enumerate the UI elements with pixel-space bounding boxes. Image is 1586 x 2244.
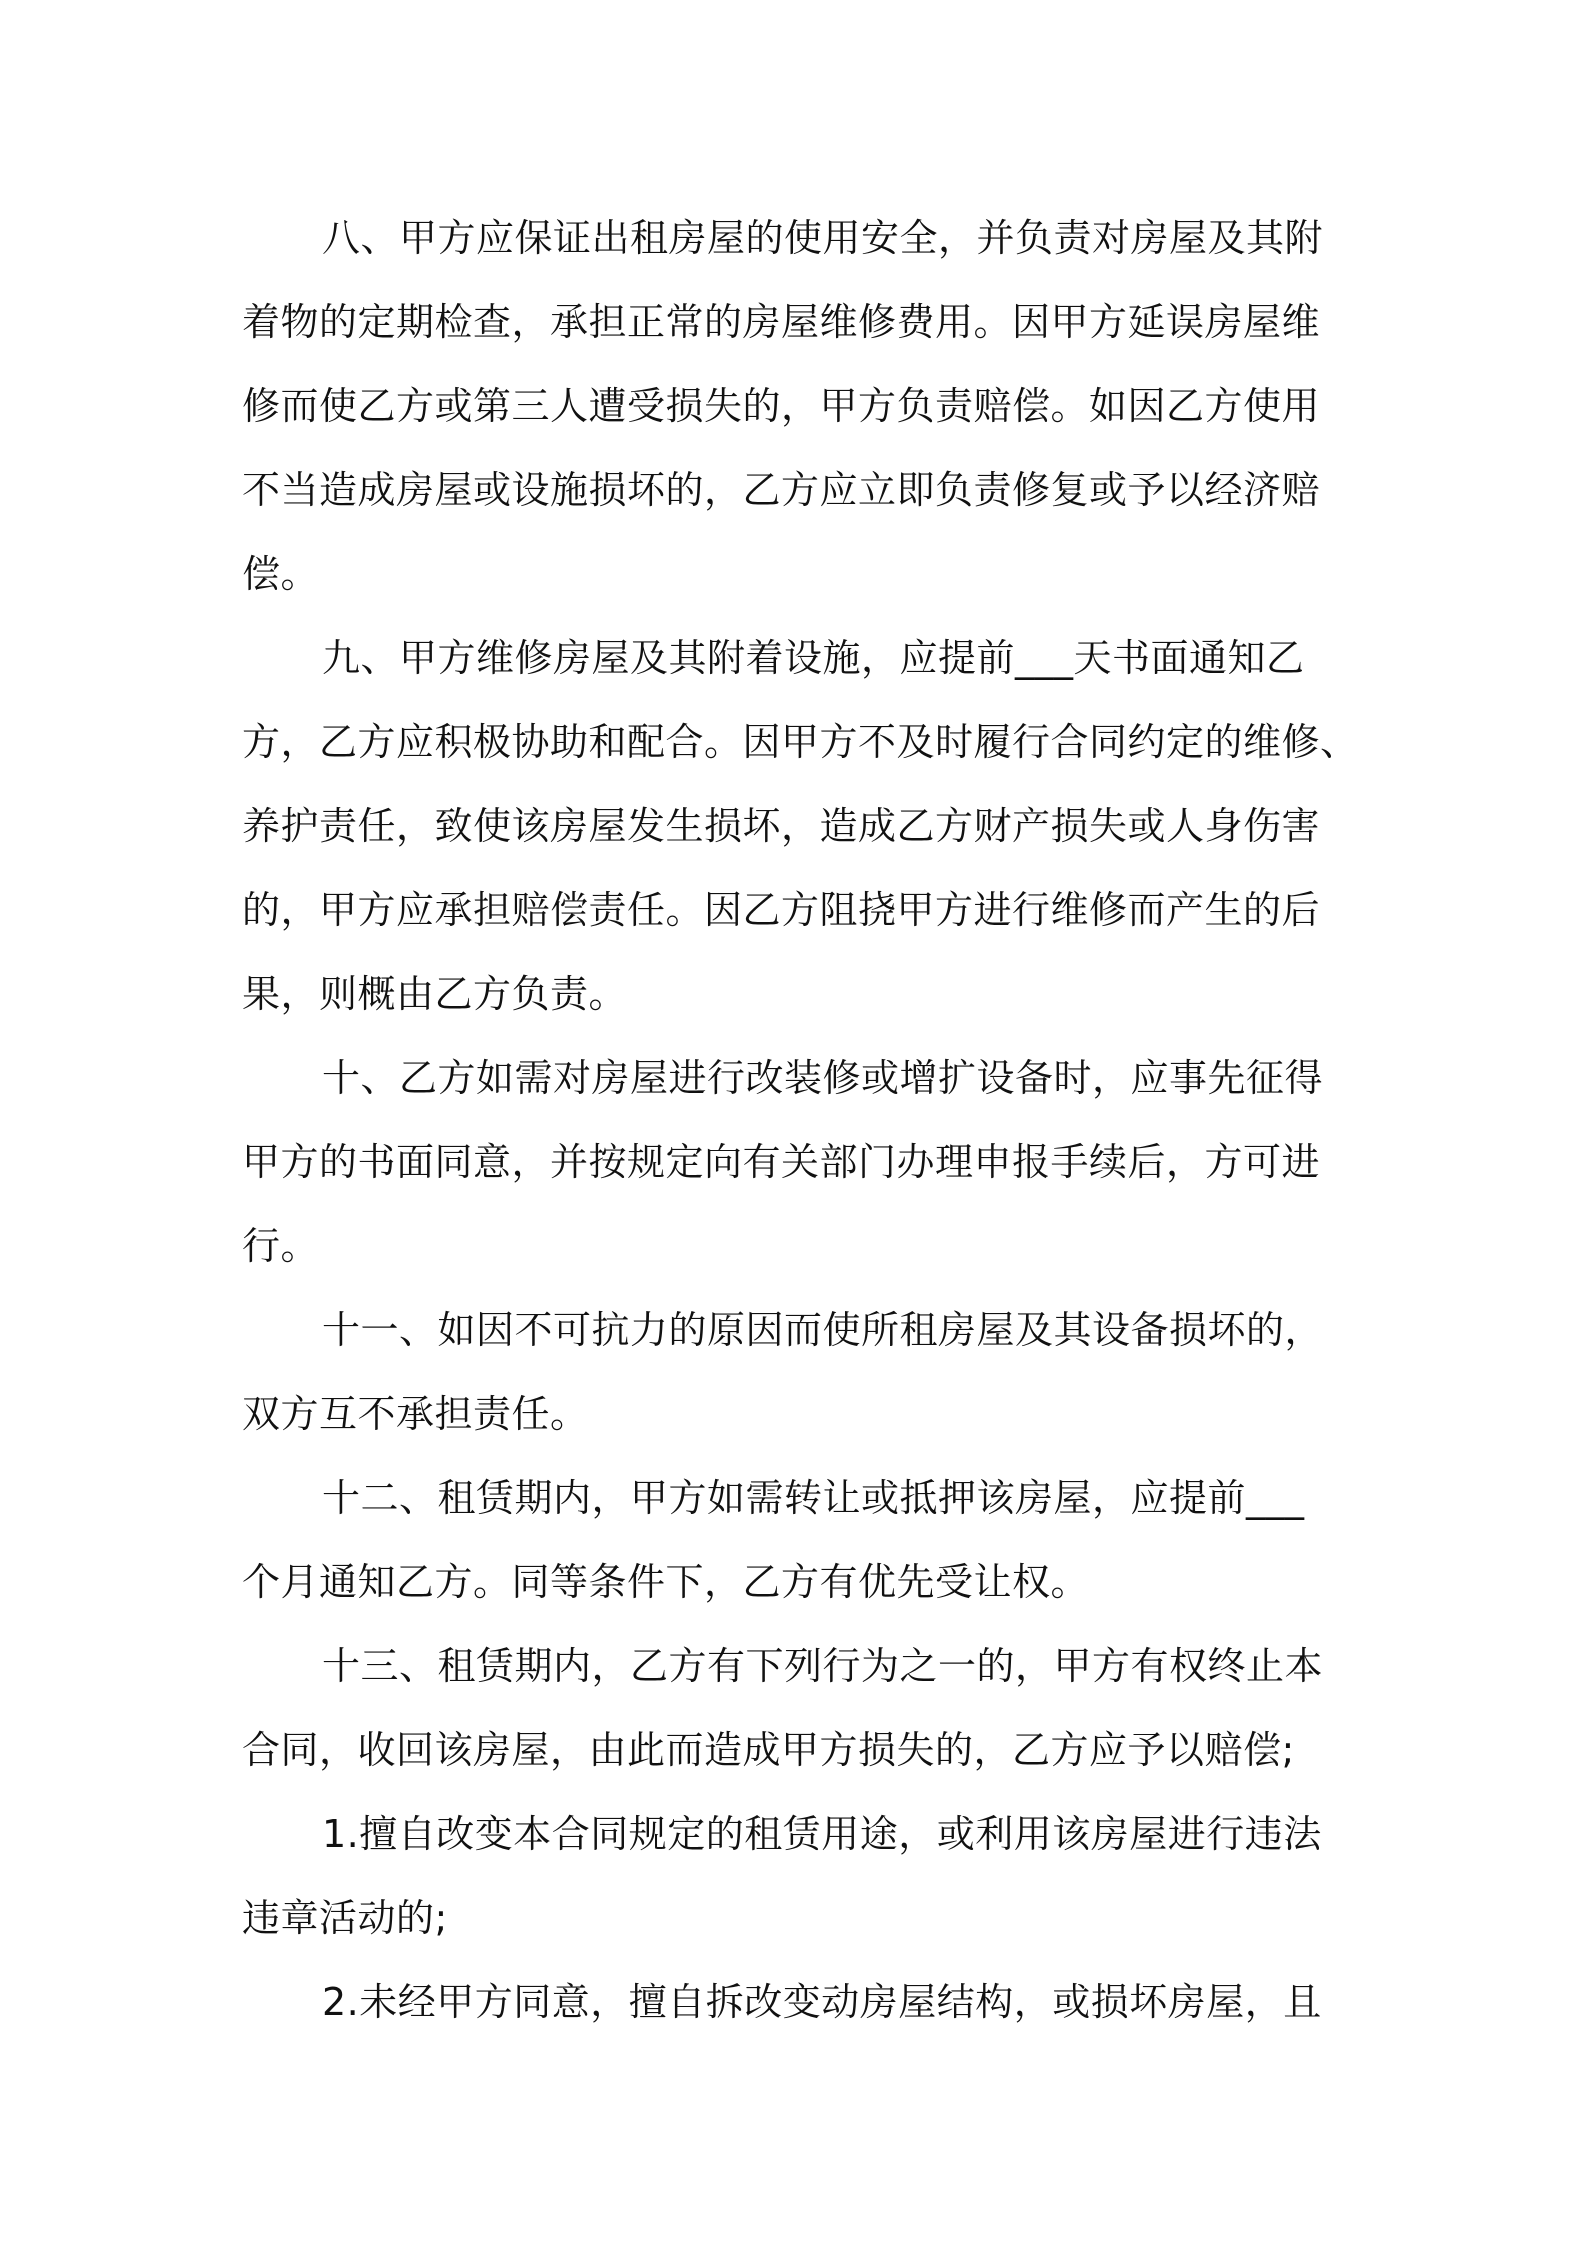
text-line: 九、甲方维修房屋及其附着设施，应提前___天书面通知乙 (322, 636, 1305, 680)
text-line: 养护责任，致使该房屋发生损坏，造成乙方财产损失或人身伤害 (242, 804, 1321, 848)
text-line: 1.擅自改变本合同规定的租赁用途，或利用该房屋进行违法 (322, 1812, 1322, 1856)
text-line: 十、乙方如需对房屋进行改装修或增扩设备时，应事先征得 (322, 1056, 1324, 1100)
text-line: 双方互不承担责任。 (242, 1392, 589, 1436)
text-line: 不当造成房屋或设施损坏的，乙方应立即负责修复或予以经济赔 (242, 468, 1321, 512)
paragraph-clause-10 (242, 1036, 1352, 1288)
text-line: 十二、租赁期内，甲方如需转让或抵押该房屋，应提前___ (322, 1476, 1305, 1520)
text-line: 个月通知乙方。同等条件下，乙方有优先受让权。 (242, 1560, 1090, 1604)
paragraph-clause-13 (242, 1624, 1352, 1792)
text-line: 的，甲方应承担赔偿责任。因乙方阻挠甲方进行维修而产生的后 (242, 888, 1321, 932)
text-line: 着物的定期检查，承担正常的房屋维修费用。因甲方延误房屋维 (242, 300, 1321, 344)
paragraph-clause-11 (242, 1288, 1352, 1456)
paragraph-clause-13-item-2 (242, 1960, 1352, 2044)
paragraph-clause-8 (242, 196, 1352, 616)
text-line: 2.未经甲方同意，擅自拆改变动房屋结构，或损坏房屋，且 (322, 1980, 1322, 2024)
text-line: 修而使乙方或第三人遭受损失的，甲方负责赔偿。如因乙方使用 (242, 384, 1321, 428)
text-line: 八、甲方应保证出租房屋的使用安全，并负责对房屋及其附 (322, 216, 1324, 260)
document-body (242, 196, 1359, 2044)
text-line: 果，则概由乙方负责。 (242, 972, 628, 1016)
text-line: 偿。 (242, 552, 320, 596)
text-line: 甲方的书面同意，并按规定向有关部门办理申报手续后，方可进 (242, 1140, 1321, 1184)
text-line: 十一、如因不可抗力的原因而使所租房屋及其设备损坏的， (322, 1308, 1324, 1352)
text-line: 违章活动的; (242, 1896, 448, 1940)
paragraph-clause-9 (242, 616, 1359, 1036)
text-line: 方，乙方应积极协助和配合。因甲方不及时履行合同约定的维修、 (242, 720, 1359, 764)
paragraph-clause-12 (242, 1456, 1352, 1624)
paragraph-clause-13-item-1 (242, 1792, 1352, 1960)
text-line: 合同，收回该房屋，由此而造成甲方损失的，乙方应予以赔偿; (242, 1728, 1295, 1772)
text-line: 十三、租赁期内，乙方有下列行为之一的，甲方有权终止本 (322, 1644, 1324, 1688)
text-line: 行。 (242, 1224, 320, 1268)
